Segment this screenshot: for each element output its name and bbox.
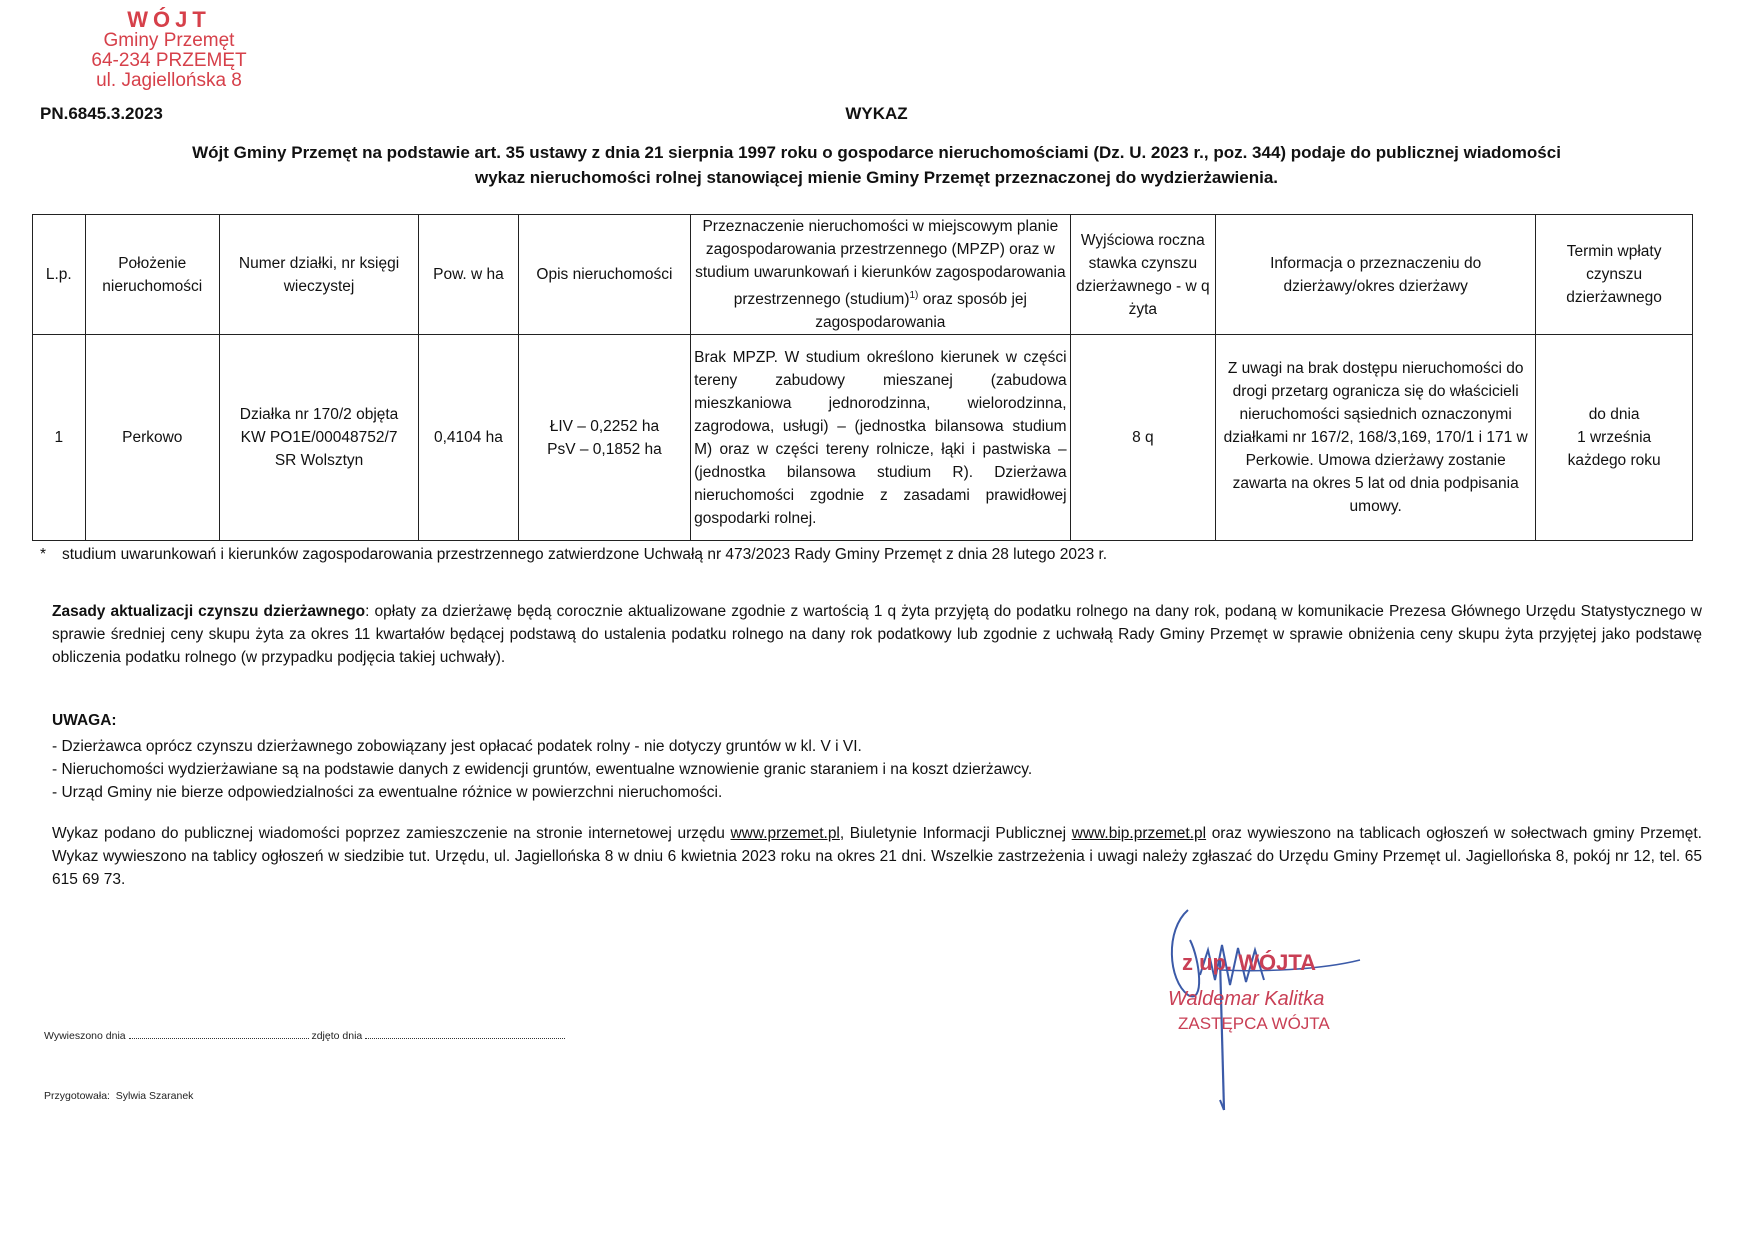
prepared-by [44, 1090, 193, 1102]
zdjeto-label: zdjęto dnia [311, 1030, 363, 1042]
publikacja-part-1: Wykaz podano do publicznej wiadomości poprzez zamieszczenie na stronie internetowej urzędu [52, 825, 731, 842]
website-link[interactable]: www.przemet.pl [730, 825, 840, 842]
przygotowala-name: Sylwia Szaranek [115, 1090, 194, 1102]
bip-link[interactable]: www.bip.przemet.pl [1071, 825, 1207, 842]
signature-line-2: Waldemar Kalitka [1168, 988, 1325, 1010]
header-lp: L.p. [33, 215, 86, 335]
header-stawka: Wyjściowa roczna stawka czynszu dzierżawnego - w q żyta [1070, 215, 1216, 335]
header-termin: Termin wpłaty czynszu dzierżawnego [1536, 215, 1693, 335]
header-polozenie: Położenie nieruchomości [85, 215, 219, 335]
footnote-text: studium uwarunkowań i kierunków zagospodarowania przestrzennego zatwierdzone Uchwałą nr 473/2023 Rady Gminy Przemęt z dnia 28 lutego 2023 r. [62, 546, 1108, 563]
uwaga-item-2: - Nieruchomości wydzierżawiane są na podstawie danych z ewidencji gruntów, ewentualne wznowienie granic staraniem i na koszt dzierżawcy. [52, 761, 1033, 778]
cell-termin-line-1: do dnia [1588, 406, 1640, 424]
footnote-mark: * [40, 546, 47, 563]
cell-termin [1536, 335, 1693, 541]
uwaga-item-1: - Dzierżawca oprócz czynszu dzierżawnego zobowiązany jest opłacać podatek rolny - nie dotyczy gruntów w kl. V i VI. [52, 738, 862, 755]
cell-opis-line-1: ŁIV – 0,2252 ha [549, 417, 660, 435]
wywieszono-field[interactable] [129, 1028, 309, 1039]
cell-numer-line-1: Działka nr 170/2 objęta [239, 406, 399, 424]
zasady-text: : opłaty za dzierżawę będą corocznie aktualizowane zgodnie z wartością 1 q żyta przyjętą do podatku rolnego na dany rok, podaną w komunikacie Prezesa Głównego Urzędu Statystycznego w sprawie średniej ceny skupu żyta za okres 11 kwartałów będącej podstawą do ustalenia podatku rolnego na dany rok podatkowy lub zgodnie z uchwałą Rady Gminy Przemęt w sprawie obniżenia ceny skupu żyta przyjętej jako podstawę obliczenia podatku rolnego (w przypadku podjęcia takiej uchwały). [52, 603, 1702, 666]
zasady-paragraph [52, 600, 1702, 669]
stamp-line-2: 64-234 PRZEMĘT [91, 50, 247, 72]
posting-dates [44, 1028, 565, 1042]
document-heading: WYKAZ [845, 104, 908, 123]
publikacja-paragraph [52, 822, 1702, 891]
cell-termin-line-2: 1 września [1577, 429, 1652, 447]
uwaga-list [52, 735, 1032, 804]
uwaga-item-3: - Urząd Gminy nie bierze odpowiedzialności za ewentualne różnice w powierzchni nieruchomości. [52, 784, 723, 801]
property-table [32, 214, 1693, 541]
cell-numer [219, 335, 418, 541]
signature-line-3: ZASTĘPCA WÓJTA [1178, 1014, 1330, 1033]
table-row [33, 335, 1693, 541]
stamp-line-1: Gminy Przemęt [103, 30, 235, 52]
zdjeto-field[interactable] [365, 1028, 565, 1039]
stamp-line-3: ul. Jagiellońska 8 [96, 69, 242, 91]
wywieszono-label: Wywieszono dnia [44, 1030, 126, 1042]
header-mpzp-tail: oraz sposób jej zagospodarowania [815, 291, 1027, 332]
cell-stawka: 8 q [1070, 335, 1216, 541]
header-mpzp-footnote-ref: 1) [909, 290, 919, 301]
header-numer: Numer działki, nr księgi wieczystej [219, 215, 418, 335]
uwaga-title: UWAGA: [52, 712, 117, 729]
przygotowala-label: Przygotowała: [44, 1090, 110, 1102]
cell-polozenie: Perkowo [85, 335, 219, 541]
cell-numer-line-2: KW PO1E/00048752/7 [240, 429, 398, 447]
cell-termin-line-3: każdego roku [1567, 452, 1661, 470]
publikacja-part-3: oraz wywieszono na tablicach ogłoszeń w sołectwach gminy Przemęt. Wykaz wywieszono na tablicy ogłoszeń w siedzibie tut. Urzędu, ul. Jagiellońska 8 w dniu 6 kwietnia 2023 roku na okres 21 dni. Wszelkie zastrzeżenia i uwagi należy zgłaszać do Urzędu Gminy Przemęt ul. Jagiellońska 8, pokój nr 12, tel. 65 615 69 73. [52, 825, 1702, 888]
header-informacja: Informacja o przeznaczeniu do dzierżawy/okres dzierżawy [1216, 215, 1536, 335]
intro-text [40, 140, 1713, 190]
header-mpzp-main: Przeznaczenie nieruchomości w miejscowym planie zagospodarowania przestrzennego (MPZP) oraz w studium uwarunkowań i kierunków zagospodarowania przestrzennego (studium) [695, 218, 1066, 309]
intro-line-2: wykaz nieruchomości rolnej stanowiącej mienie Gminy Przemęt przeznaczonej do wydzierżawienia. [474, 168, 1279, 187]
cell-informacja: Z uwagi na brak dostępu nieruchomości do drogi przetarg ogranicza się do właścicieli nieruchomości sąsiednich oznaczonymi działkami nr 167/2, 168/3,169, 170/1 i 171 w Perkowie. Umowa dzierżawy zostanie zawarta na okres 5 lat od dnia podpisania umowy. [1216, 335, 1536, 541]
document-number: PN.6845.3.2023 [40, 104, 163, 123]
intro-line-1: Wójt Gminy Przemęt na podstawie art. 35 ustawy z dnia 21 sierpnia 1997 roku o gospodarce nieruchomościami (Dz. U. 2023 r., poz. 344) podaje do publicznej wiadomości [192, 143, 1561, 162]
zasady-label: Zasady aktualizacji czynszu dzierżawnego [52, 603, 366, 620]
publikacja-part-2: , Biuletynie Informacji Publicznej [839, 825, 1072, 842]
header-mpzp [691, 215, 1070, 335]
header-pow: Pow. w ha [419, 215, 519, 335]
cell-opis-line-2: PsV – 0,1852 ha [547, 440, 662, 458]
stamp-title: WÓJT [127, 7, 211, 32]
cell-opis [518, 335, 690, 541]
signature-block [1160, 900, 1390, 1120]
cell-lp: 1 [33, 335, 86, 541]
table-header-row [33, 215, 1693, 335]
cell-pow: 0,4104 ha [419, 335, 519, 541]
cell-numer-line-3: SR Wolsztyn [274, 452, 364, 470]
cell-mpzp: Brak MPZP. W studium określono kierunek w części tereny zabudowy mieszanej (zabudowa mieszkaniowa jednorodzinna, wielorodzinna, zagrodowa, usługi) – (jednostka bilansowa studium M) oraz w części tereny rolnicze, łąki i pastwiska – (jednostka bilansowa studium R). Dzierżawa nieruchomości zgodnie z zasadami prawidłowej gospodarki rolnej. [691, 335, 1070, 541]
signature-line-1: z up. WÓJTA [1182, 950, 1317, 975]
header-opis: Opis nieruchomości [518, 215, 690, 335]
table-footnote [40, 546, 1107, 564]
office-stamp [74, 8, 264, 91]
